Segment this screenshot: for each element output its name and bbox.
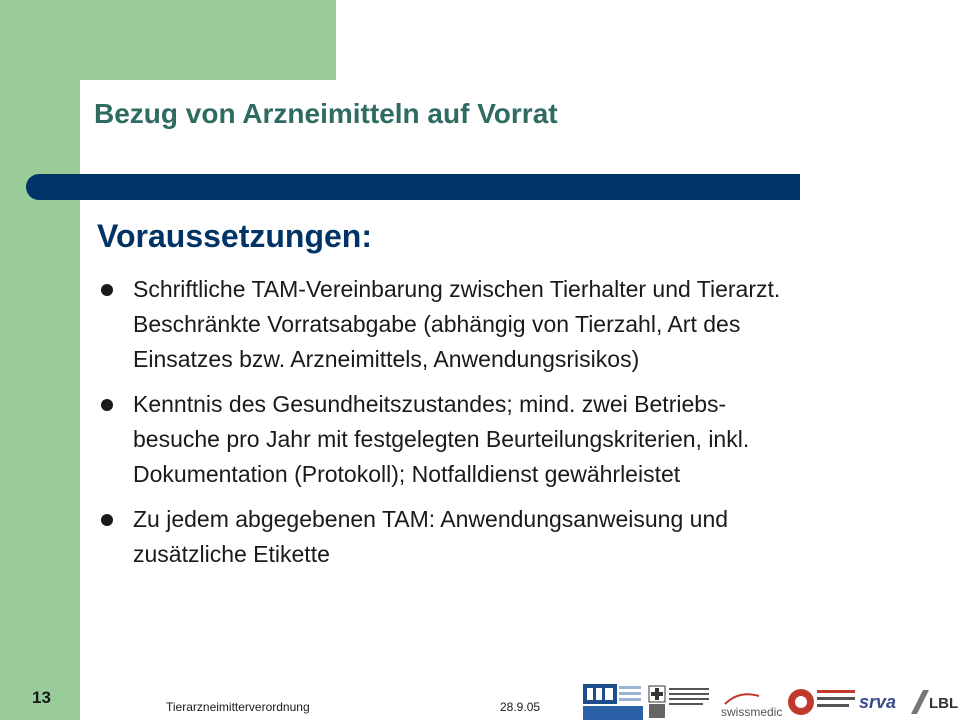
top-green-band <box>80 0 336 80</box>
bullet-line: besuche pro Jahr mit festgelegten Beurteilungskriterien, inkl. <box>133 426 750 452</box>
bullet-line: Einsatzes bzw. Arzneimittels, Anwendungsrisikos) <box>133 346 640 372</box>
bullet-dot-icon <box>101 399 113 411</box>
srva-logo <box>859 684 905 720</box>
left-green-band <box>0 0 80 720</box>
bullet-line: Beschränkte Vorratsabgabe (abhängig von Tierzahl, Art des <box>133 311 741 337</box>
svg-text:swissmedic: swissmedic <box>721 705 783 719</box>
bullet-dot-icon <box>101 284 113 296</box>
slide-number: 13 <box>32 688 51 707</box>
footer-date: 28.9.05 <box>500 700 541 714</box>
footer-title: Tierarzneimitterverordnung <box>166 700 310 714</box>
slide-title: Bezug von Arzneimitteln auf Vorrat <box>94 98 558 129</box>
footer-logos <box>583 684 960 720</box>
svg-text:srva: srva <box>859 692 897 712</box>
section-heading: Voraussetzungen: <box>97 218 372 254</box>
swiss-cross-logo <box>647 684 711 720</box>
lbl-logo <box>909 684 960 720</box>
svg-text:LBL: LBL <box>929 695 959 712</box>
swissmedic-logo <box>719 684 785 720</box>
bullet-line: Dokumentation (Protokoll); Notfalldienst gewährleistet <box>133 461 681 487</box>
title-divider-bar <box>26 174 800 200</box>
bullet-line: Zu jedem abgegebenen TAM: Anwendungsanweisung und <box>133 506 729 532</box>
federal-office-logo <box>583 684 643 720</box>
bullet-line: zusätzliche Etikette <box>133 541 330 567</box>
red-circle-logo <box>787 684 857 720</box>
bullet-line: Schriftliche TAM-Vereinbarung zwischen Tierhalter und Tierarzt. <box>133 276 781 302</box>
bullet-item <box>97 502 857 572</box>
bullet-item <box>97 272 857 377</box>
bullet-item <box>97 387 857 492</box>
bullet-dot-icon <box>101 514 113 526</box>
bullet-line: Kenntnis des Gesundheitszustandes; mind. zwei Betriebs- <box>133 391 727 417</box>
bullet-list <box>97 272 857 582</box>
